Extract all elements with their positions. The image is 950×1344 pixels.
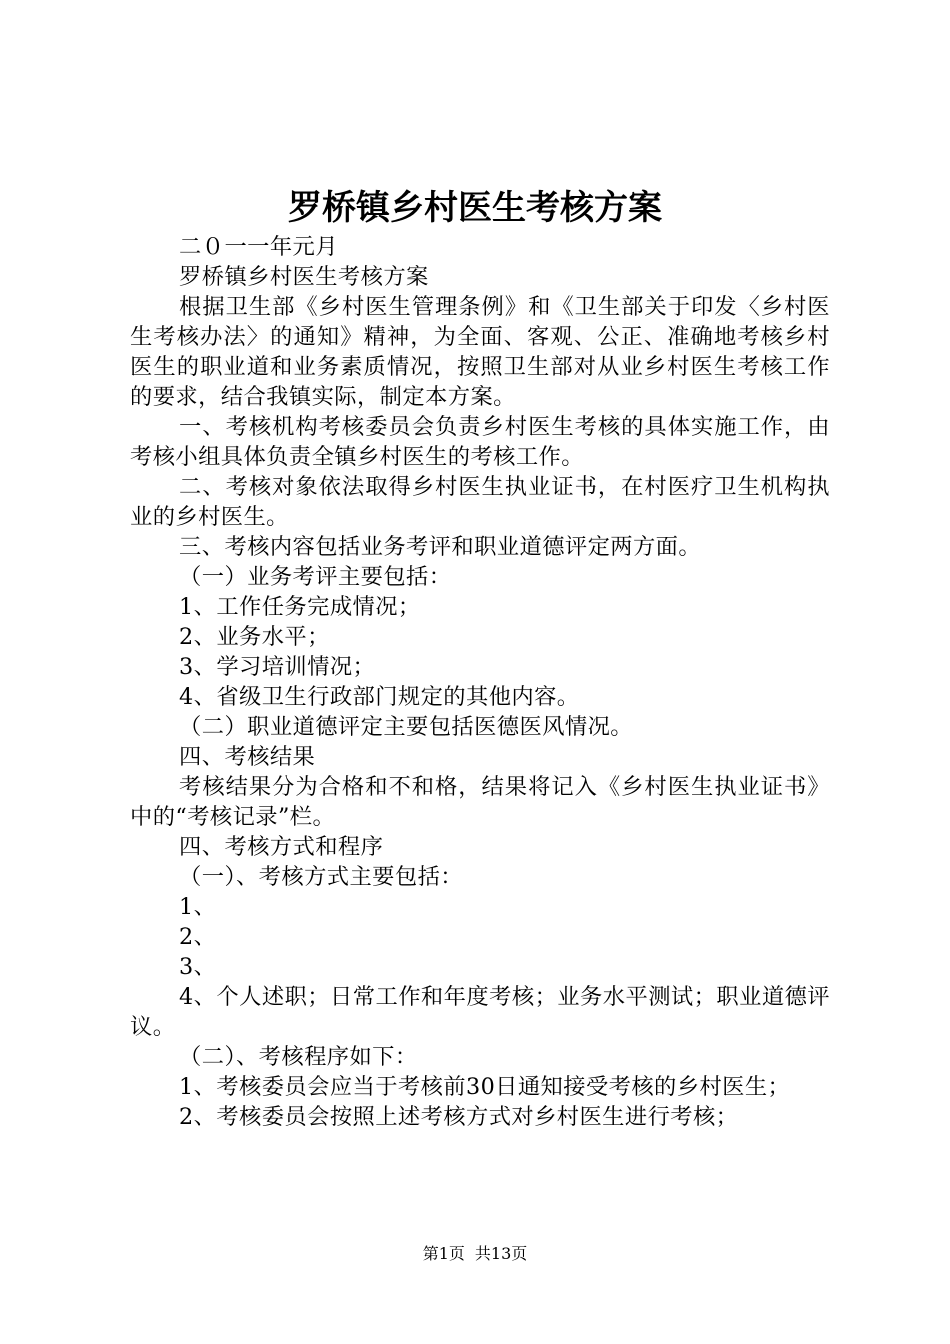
subsection-method: （一）、考核方式主要包括： [179,864,463,890]
page-number: 第1页 [422,1244,465,1263]
subsection-ethics: （二）职业道德评定主要包括医德医风情况。 [179,714,633,740]
intro-paragraph: 根据卫生部《乡村医生管理条例》和《卫生部关于印发〈乡村医生考核办法〉的通知》精神，为全面、客观、公正、准确地考核乡村医生的职业道和业务素质情况，按照卫生部对从业乡村医生考核工作的要求，结合我镇实际，制定本方案。 [130,294,830,410]
section-results-heading: 四、考核结果 [179,744,316,770]
subsection-procedure: （二）、考核程序如下： [179,1044,418,1070]
list-item: 3、 [179,954,217,980]
document-title: 罗桥镇乡村医生考核方案 [288,188,662,228]
list-item: 3、学习培训情况； [179,654,376,680]
list-item: 4、个人述职；日常工作和年度考核；业务水平测试；职业道德评议。 [130,984,830,1040]
date-line: 二０一一年元月 [179,234,338,260]
list-item: 2、考核委员会按照上述考核方式对乡村医生进行考核； [179,1104,739,1130]
list-item: 1、考核委员会应当于考核前30日通知接受考核的乡村医生； [179,1074,791,1100]
section-organization: 一、考核机构考核委员会负责乡村医生考核的具体实施工作，由考核小组具体负责全镇乡村医生的考核工作。 [130,414,830,470]
subtitle-line: 罗桥镇乡村医生考核方案 [179,264,429,290]
section-results-text: 考核结果分为合格和不和格，结果将记入《乡村医生执业证书》中的“考核记录”栏。 [130,774,830,830]
list-item: 1、 [179,894,217,920]
list-item: 1、工作任务完成情况； [179,594,421,620]
page-footer [0,1243,950,1265]
subsection-business: （一）业务考评主要包括： [179,564,452,590]
section-method-heading: 四、考核方式和程序 [179,834,384,860]
document-body [130,232,830,1132]
section-content: 三、考核内容包括业务考评和职业道德评定两方面。 [179,534,702,560]
section-subjects: 二、考核对象依法取得乡村医生执业证书，在村医疗卫生机构执业的乡村医生。 [130,474,830,530]
list-item: 2、 [179,924,217,950]
page-total: 共13页 [474,1244,528,1263]
list-item: 4、省级卫生行政部门规定的其他内容。 [179,684,580,710]
list-item: 2、业务水平； [179,624,330,650]
